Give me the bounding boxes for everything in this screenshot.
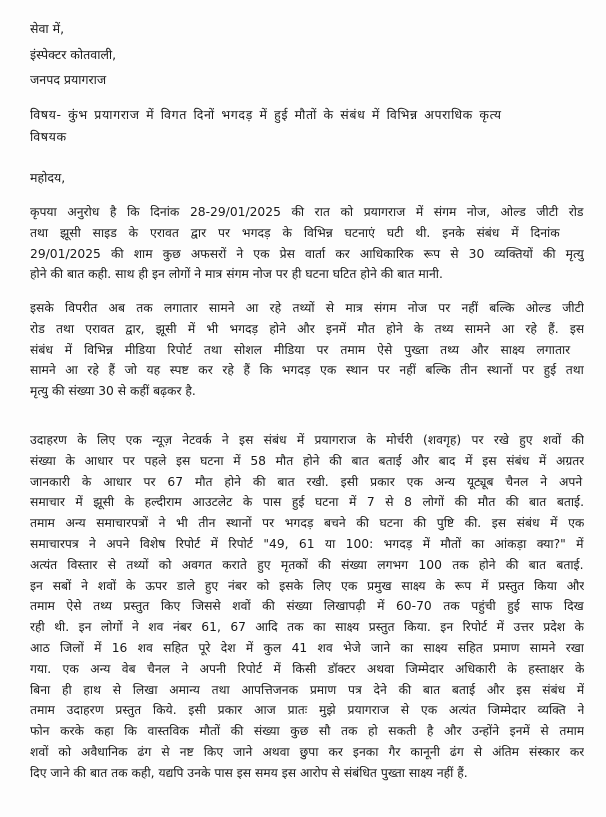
paragraph-line: रही थी. इन लोगों ने शव नंबर 61, 67 आदि तक का साक्ष्य प्रस्तुत किया. इन रिपोर्ट में उत्तर प्रदेश के <box>30 620 584 635</box>
paragraph-line: तमाम अन्य समाचारपत्रों ने भी तीन स्थानों पर भगदड़ बचने की घटना की पुष्टि की. इस संबंध में एक <box>30 516 584 531</box>
paragraph-line: उदाहरण के लिए एक न्यूज़ नेटवर्क ने इस संबंध में प्रयागराज के मोर्चरी (शवगृह) पर रखे हुए शवों की <box>30 433 584 447</box>
paragraph-line: संबंध में विभिन्न मीडिया रिपोर्ट तथा सोशल मीडिया पर तमाम ऐसे पुख्ता तथ्य और साक्ष्य लगातार <box>30 342 571 357</box>
paragraph-line: जानकारी के आधार पर 67 मौत होने की बात रखी. इसी प्रकार एक अन्य यूट्यूब चैनल ने अपने <box>30 474 583 489</box>
paragraph-line: तथा झूसी साइड के एरावत द्वार पर भगदड़ के विभिन्न घटनाएं घटी थी. इनके संबंध में दिनांक <box>30 225 560 240</box>
paragraph-line: सामने आ रहे हैं जो यह स्पष्ट कर रहे हैं कि भगदड़ एक स्थान पर नहीं बल्कि तीन स्थानों पर हुई तथा <box>30 363 584 378</box>
paragraph-line: होने की बात कही. साथ ही इन लोगों ने मात्र संगम नोज पर ही घटना घटित होने की बात मानी. <box>30 267 443 282</box>
paragraph-line: तमाम उदाहरण प्रस्तुत किये. इसी प्रकार आज प्रातः मुझे प्रयागराज से एक अत्यंत जिम्मेदार व्यक्ति ने <box>30 703 584 718</box>
address-line-salutation: सेवा में, <box>30 21 65 36</box>
paragraph-line: तमाम ऐसे तथ्य प्रस्तुत किए जिससे शवों की संख्या लिखापढ़ी में 60-70 तक पहुंची हुई साफ दिख <box>30 599 584 614</box>
paragraph-line: इसके विपरीत अब तक लगातार सामने आ रहे तथ्यों से मात्र संगम नोज पर नहीं बल्कि ओल्ड जीटी <box>30 301 584 315</box>
subject-line-1: विषय- कुंभ प्रयागराज में विगत दिनों भगदड़ में हुई मौतों के संबंध में विभिन्न अपराधिक कृत्य <box>30 107 502 122</box>
paragraph-line: संख्या के आधार पर पहले इस घटना में 58 मौत होने की बात बताई और बाद में इस संबंध में अग्रतर <box>30 453 584 468</box>
paragraph-line: दिए जाने की बात तक कही, यद्यपि उनके पास इस समय इस आरोप से संबंधित पुख्ता साक्ष्य नहीं हैं. <box>30 765 468 780</box>
salutation: महोदय, <box>30 170 66 185</box>
paragraph-2 <box>30 298 584 402</box>
subject-line <box>30 104 586 148</box>
recipient-address <box>30 16 116 93</box>
paragraph-3 <box>30 430 584 784</box>
paragraph-line: कृपया अनुरोध है कि दिनांक 28-29/01/2025 की रात को प्रयागराज में संगम नोज, ओल्ड जीटी रोड <box>30 205 584 219</box>
subject-line-2: विषयक <box>30 129 67 144</box>
paragraph-line: समाचारपत्र ने अपने विशेष रिपोर्ट में रिपोर्ट "49, 61 या 100: भगदड़ में मौतों का आंकड़ा क्या?" में <box>30 536 584 551</box>
paragraph-1 <box>30 202 584 285</box>
paragraph-line: बिना ही हाथ से लिखा अमान्य तथा आपत्तिजनक प्रमाण पत्र देने की बात बताई और इस संबंध में <box>30 682 584 697</box>
paragraph-line: 29/01/2025 की शाम कुछ अफसरों ने एक प्रेस वार्ता कर आधिकारिक रूप से 30 व्यक्तियों की मृत्यु <box>30 246 584 261</box>
paragraph-line: रोड तथा एरावत द्वार, झूसी में भी भगदड़ होने और इनमें मौत होने के तथ्य सामने आ रहे हैं. इस <box>30 321 584 336</box>
paragraph-line: गया. एक अन्य वेब चैनल ने अपनी रिपोर्ट में किसी डॉक्टर अथवा जिम्मेदार अधिकारी के हस्ताक्षर के <box>30 661 584 676</box>
paragraph-line: समाचार में झूसी के हल्दीराम आउटलेट के पास हुई घटना में 7 से 8 लोगों की मौत की बात बताई. <box>30 495 584 510</box>
paragraph-line: शवों को अवैधानिक ढंग से नष्ट किए जाने अथवा छुपा कर इनका गैर कानूनी ढंग से अंतिम संस्कार कर <box>30 744 584 759</box>
paragraph-line: आठ जिलों में 16 शव सहित पूरे देश में कुल 41 शव भेजे जाने का साक्ष्य सहित प्रमाण सामने रखा <box>30 640 584 655</box>
paragraph-line: इन सबों ने शवों के ऊपर डाले हुए नंबर को इसके लिए एक प्रमुख साक्ष्य के रूप में प्रस्तुत किया और <box>30 578 584 593</box>
address-line-recipient: इंस्पेक्टर कोतवाली, <box>30 46 117 62</box>
address-line-district: जनपद प्रयागराज <box>30 72 107 87</box>
paragraph-line: मृत्यु की संख्या 30 से कहीं बढ़कर है. <box>30 384 196 399</box>
paragraph-line: फोन करके कहा कि वास्तविक मौतों की संख्या कुछ सौ तक हो सकती है और उन्होंने इनमें से तमाम <box>30 724 584 739</box>
paragraph-line: अत्यंत विस्तार से तथ्यों को अवगत कराते हुए मृतकों की संख्या लगभग 100 तक होने की बात बताई. <box>30 557 584 572</box>
